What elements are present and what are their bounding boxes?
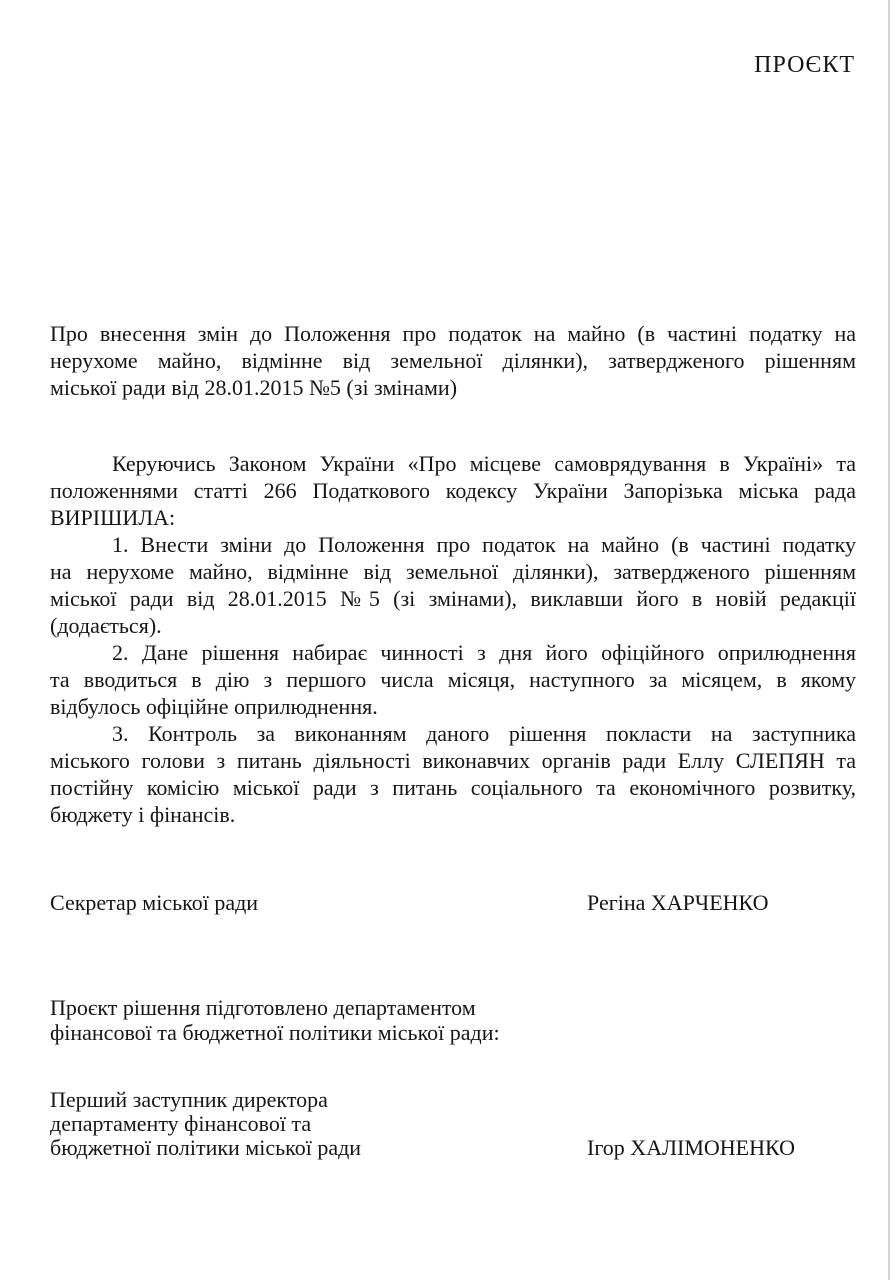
signature-role-line: департаменту фінансової та <box>50 1111 312 1136</box>
signature-row-secretary <box>50 889 856 916</box>
scan-page-edge <box>888 0 890 1280</box>
signature-name: Регіна ХАРЧЕНКО <box>587 890 769 915</box>
signature-role-line: бюджетної політики міської ради <box>50 1135 362 1160</box>
signature-role: Секретар міської ради <box>50 890 259 915</box>
signature-role-line: Перший заступник директора <box>50 1087 328 1112</box>
signature-name: Ігор ХАЛІМОНЕНКО <box>587 1135 796 1160</box>
body-line: Керуючись Законом України «Про місцеве самоврядування в Україні» та <box>112 451 856 476</box>
body-line: відбулось офіційне оприлюднення. <box>50 694 378 719</box>
title-line: нерухоме майно, відмінне від земельної ділянки), затвердженого рішенням <box>50 348 856 373</box>
title-line: міської ради від 28.01.2015 №5 (зі змінами) <box>50 375 458 400</box>
body-line: міської ради від 28.01.2015 №5 (зі змінами), виклавши його в новій редакції <box>50 586 856 611</box>
body-line: постійну комісію міської ради з питань соціального та економічного розвитку, <box>50 775 856 800</box>
body-line: ВИРІШИЛА: <box>50 505 176 530</box>
document-title <box>50 320 856 401</box>
body-line: на нерухоме майно, відмінне від земельної ділянки), затвердженого рішенням <box>50 559 856 584</box>
body-line: 2. Дане рішення набирає чинності з дня його офіційного оприлюднення <box>112 640 856 665</box>
body-line: бюджету і фінансів. <box>50 802 236 827</box>
prepared-by-note <box>50 995 500 1045</box>
body-line: (додається). <box>50 613 162 638</box>
signature-row-deputy-director <box>50 1088 856 1160</box>
body-line: положеннями статті 266 Податкового кодексу України Запорізька міська рада <box>50 478 856 503</box>
body-line: 1. Внести зміни до Положення про податок на майно (в частині податку <box>112 532 856 557</box>
body-line: міського голови з питань діяльності виконавчих органів ради Еллу СЛЕПЯН та <box>50 748 856 773</box>
draft-label: ПРОЄКТ <box>754 52 855 78</box>
body-line: та вводиться в дію з першого числа місяця, наступного за місяцем, в якому <box>50 667 856 692</box>
body-line: 3. Контроль за виконанням даного рішення покласти на заступника <box>112 721 856 746</box>
prepared-by-line: фінансової та бюджетної політики міської ради: <box>50 1020 500 1045</box>
prepared-by-line: Проєкт рішення підготовлено департаментом <box>50 995 476 1020</box>
document-body <box>50 450 856 828</box>
title-line: Про внесення змін до Положення про податок на майно (в частині податку на <box>50 321 856 346</box>
